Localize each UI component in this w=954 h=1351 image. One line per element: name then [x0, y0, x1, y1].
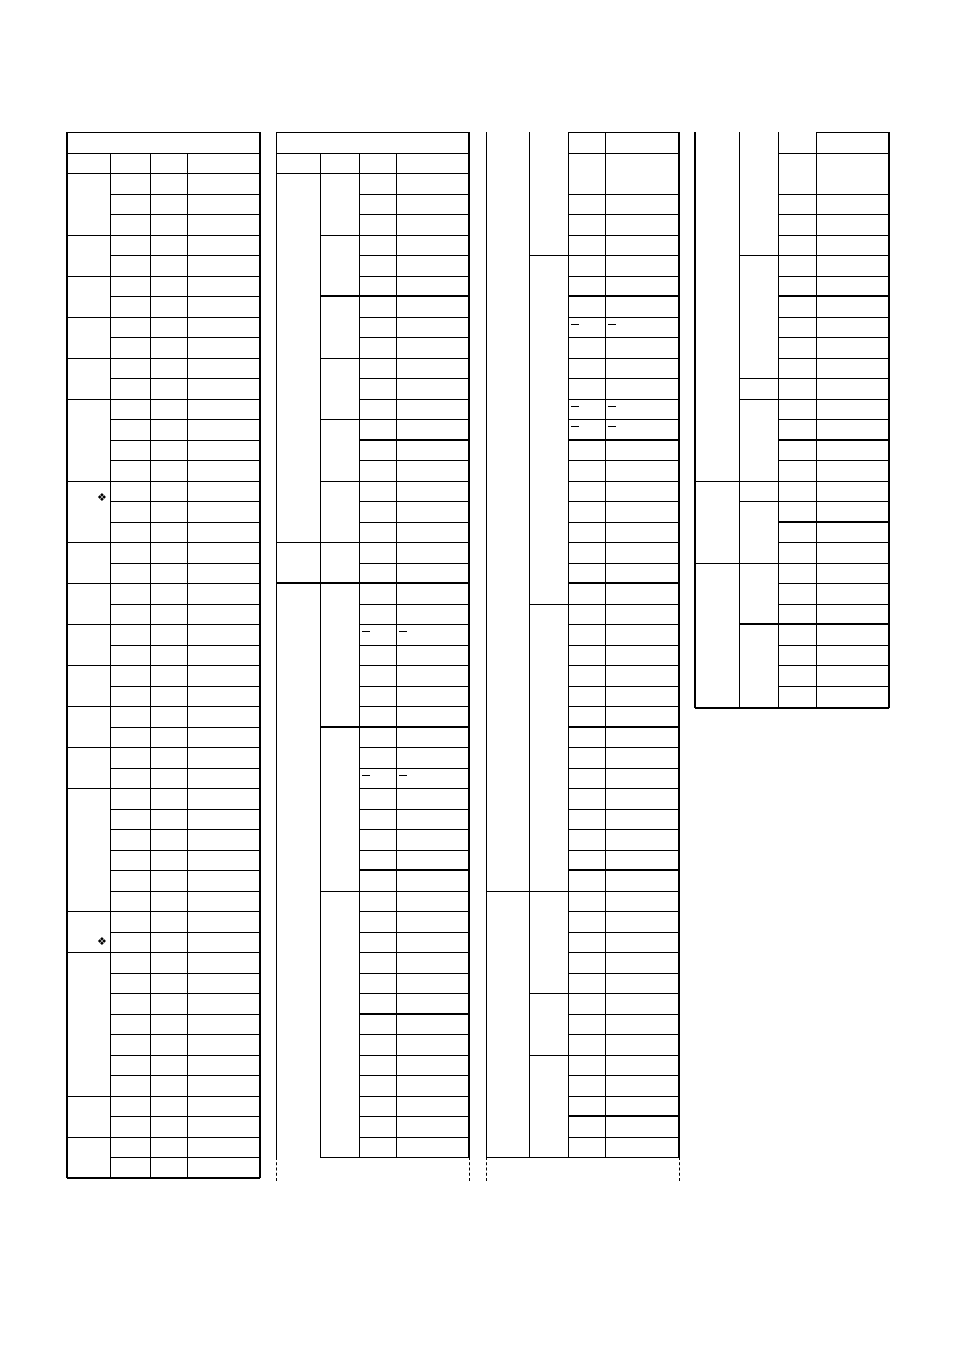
h-rule	[359, 399, 469, 400]
h-rule	[110, 809, 260, 810]
h-rule	[568, 132, 679, 133]
h-rule	[67, 952, 260, 953]
h-rule	[359, 460, 469, 461]
h-rule	[568, 829, 679, 830]
h-rule	[110, 563, 260, 564]
h-rule	[778, 276, 889, 277]
continuation-dash	[679, 1157, 680, 1181]
h-rule	[110, 1075, 260, 1076]
h-rule	[359, 1075, 469, 1076]
h-rule	[67, 706, 260, 707]
h-rule	[568, 768, 679, 769]
h-rule	[568, 194, 679, 195]
h-rule	[695, 707, 889, 709]
h-rule	[320, 419, 469, 420]
h-rule	[110, 460, 260, 461]
dash-mark	[399, 775, 407, 776]
h-rule	[110, 1157, 260, 1158]
h-rule	[568, 1096, 679, 1097]
h-rule	[568, 276, 679, 277]
h-rule	[359, 501, 469, 502]
h-rule	[778, 686, 889, 687]
h-rule	[359, 869, 469, 871]
h-rule	[359, 706, 469, 707]
h-rule	[67, 583, 260, 584]
h-rule	[67, 1137, 260, 1138]
h-rule	[568, 1115, 679, 1117]
dash-mark	[362, 631, 370, 632]
h-rule	[568, 911, 679, 912]
h-rule	[110, 604, 260, 605]
h-rule	[739, 623, 889, 625]
h-rule	[359, 1055, 469, 1056]
h-rule	[110, 378, 260, 379]
h-rule	[67, 153, 260, 154]
h-rule	[110, 440, 260, 441]
v-rule	[259, 132, 261, 1178]
h-rule	[320, 295, 469, 297]
h-rule	[110, 1014, 260, 1015]
h-rule	[67, 788, 260, 789]
h-rule	[739, 501, 889, 502]
h-rule	[568, 317, 679, 318]
h-rule	[486, 891, 679, 892]
h-rule	[359, 276, 469, 277]
h-rule	[320, 1157, 469, 1158]
h-rule	[568, 665, 679, 666]
h-rule	[276, 173, 469, 174]
h-rule	[568, 439, 679, 441]
h-rule	[67, 132, 260, 133]
h-rule	[568, 460, 679, 461]
h-rule	[568, 850, 679, 851]
h-rule	[359, 850, 469, 851]
h-rule	[359, 1034, 469, 1035]
h-rule	[359, 1013, 469, 1015]
h-rule	[568, 235, 679, 236]
h-rule	[359, 624, 469, 625]
h-rule	[276, 153, 469, 154]
h-rule	[67, 358, 260, 359]
h-rule	[110, 255, 260, 256]
h-rule	[568, 973, 679, 974]
dash-mark	[608, 324, 616, 325]
h-rule	[110, 768, 260, 769]
h-rule	[778, 419, 889, 420]
v-rule	[359, 153, 360, 1157]
dash-mark	[399, 631, 407, 632]
h-rule	[695, 481, 889, 482]
h-rule	[568, 582, 679, 584]
dash-mark	[571, 324, 579, 325]
h-rule	[67, 173, 260, 174]
h-rule	[110, 870, 260, 871]
h-rule	[276, 542, 469, 543]
h-rule	[568, 481, 679, 482]
h-rule	[359, 522, 469, 523]
h-rule	[778, 542, 889, 543]
h-rule	[359, 809, 469, 810]
h-rule	[110, 829, 260, 830]
h-rule	[739, 399, 889, 400]
h-rule	[568, 726, 679, 728]
h-rule	[568, 952, 679, 953]
h-rule	[110, 686, 260, 687]
h-rule	[359, 255, 469, 256]
h-rule	[816, 132, 889, 133]
h-rule	[110, 727, 260, 728]
h-rule	[320, 891, 469, 892]
v-rule	[396, 153, 397, 1157]
h-rule	[568, 869, 679, 871]
h-rule	[110, 214, 260, 215]
h-rule	[739, 255, 889, 256]
h-rule	[568, 358, 679, 359]
h-rule	[568, 295, 679, 297]
h-rule	[359, 378, 469, 379]
v-rule	[486, 132, 487, 1157]
h-rule	[778, 604, 889, 605]
h-rule	[568, 1014, 679, 1015]
h-rule	[778, 194, 889, 195]
h-rule	[529, 993, 679, 994]
h-rule	[568, 399, 679, 400]
h-rule	[568, 214, 679, 215]
h-rule	[320, 235, 469, 236]
h-rule	[110, 419, 260, 420]
h-rule	[110, 993, 260, 994]
h-rule	[778, 337, 889, 338]
h-rule	[276, 582, 469, 584]
h-rule	[778, 214, 889, 215]
continuation-dash	[276, 1157, 277, 1181]
h-rule	[359, 214, 469, 215]
h-rule	[568, 706, 679, 707]
h-rule	[67, 665, 260, 666]
h-rule	[110, 1055, 260, 1056]
h-rule	[568, 378, 679, 379]
h-rule	[778, 460, 889, 461]
h-rule	[359, 563, 469, 564]
h-rule	[359, 439, 469, 441]
h-rule	[568, 788, 679, 789]
h-rule	[110, 194, 260, 195]
h-rule	[778, 645, 889, 646]
h-rule	[568, 932, 679, 933]
h-rule	[359, 768, 469, 769]
diamond-arrow-icon: ❖	[97, 935, 107, 948]
h-rule	[529, 1055, 679, 1056]
h-rule	[359, 1116, 469, 1117]
dash-mark	[608, 406, 616, 407]
h-rule	[320, 358, 469, 359]
continuation-dash	[469, 1157, 470, 1181]
v-rule	[739, 132, 740, 708]
h-rule	[276, 132, 469, 133]
h-rule	[67, 1177, 260, 1179]
h-rule	[67, 399, 260, 400]
v-rule	[529, 132, 530, 1157]
h-rule	[568, 419, 679, 420]
dash-mark	[608, 426, 616, 427]
h-rule	[778, 583, 889, 584]
h-rule	[110, 850, 260, 851]
h-rule	[359, 993, 469, 994]
h-rule	[110, 973, 260, 974]
h-rule	[778, 358, 889, 359]
h-rule	[778, 295, 889, 297]
diamond-arrow-icon: ❖	[97, 491, 107, 504]
h-rule	[67, 911, 260, 912]
h-rule	[486, 1157, 679, 1158]
h-rule	[359, 686, 469, 687]
h-rule	[67, 1096, 260, 1097]
h-rule	[568, 563, 679, 564]
v-rule	[66, 132, 68, 1178]
v-rule	[694, 132, 696, 708]
h-rule	[778, 235, 889, 236]
h-rule	[568, 747, 679, 748]
h-rule	[778, 153, 889, 154]
h-rule	[110, 522, 260, 523]
h-rule	[359, 317, 469, 318]
h-rule	[110, 337, 260, 338]
h-rule	[67, 317, 260, 318]
h-rule	[739, 378, 889, 379]
h-rule	[110, 891, 260, 892]
h-rule	[359, 1137, 469, 1138]
h-rule	[110, 645, 260, 646]
h-rule	[529, 604, 679, 605]
h-rule	[568, 522, 679, 523]
h-rule	[359, 337, 469, 338]
h-rule	[359, 1096, 469, 1097]
h-rule	[359, 604, 469, 605]
h-rule	[695, 563, 889, 564]
h-rule	[67, 747, 260, 748]
h-rule	[359, 788, 469, 789]
h-rule	[359, 911, 469, 912]
v-rule	[778, 132, 779, 708]
h-rule	[359, 645, 469, 646]
h-rule	[67, 276, 260, 277]
h-rule	[110, 932, 260, 933]
h-rule	[359, 932, 469, 933]
h-rule	[778, 317, 889, 318]
h-rule	[568, 624, 679, 625]
h-rule	[778, 521, 889, 523]
h-rule	[568, 501, 679, 502]
h-rule	[359, 952, 469, 953]
h-rule	[110, 1116, 260, 1117]
v-rule	[816, 132, 817, 708]
h-rule	[110, 1034, 260, 1035]
dash-mark	[571, 406, 579, 407]
h-rule	[67, 235, 260, 236]
h-rule	[568, 1137, 679, 1138]
h-rule	[529, 255, 679, 256]
h-rule	[67, 624, 260, 625]
h-rule	[110, 501, 260, 502]
h-rule	[320, 481, 469, 482]
h-rule	[359, 194, 469, 195]
v-rule	[320, 153, 321, 1157]
h-rule	[568, 1075, 679, 1076]
h-rule	[359, 665, 469, 666]
h-rule	[568, 686, 679, 687]
h-rule	[568, 542, 679, 543]
h-rule	[568, 645, 679, 646]
dash-mark	[571, 426, 579, 427]
v-rule	[276, 132, 277, 1157]
h-rule	[568, 1034, 679, 1035]
h-rule	[778, 665, 889, 666]
h-rule	[568, 809, 679, 810]
dash-mark	[362, 775, 370, 776]
h-rule	[67, 481, 260, 482]
h-rule	[359, 829, 469, 830]
h-rule	[568, 337, 679, 338]
h-rule	[320, 726, 469, 728]
continuation-dash	[486, 1157, 487, 1181]
h-rule	[568, 153, 679, 154]
h-rule	[778, 439, 889, 441]
h-rule	[67, 542, 260, 543]
h-rule	[359, 973, 469, 974]
v-rule	[888, 132, 890, 708]
h-rule	[110, 296, 260, 297]
h-rule	[359, 747, 469, 748]
